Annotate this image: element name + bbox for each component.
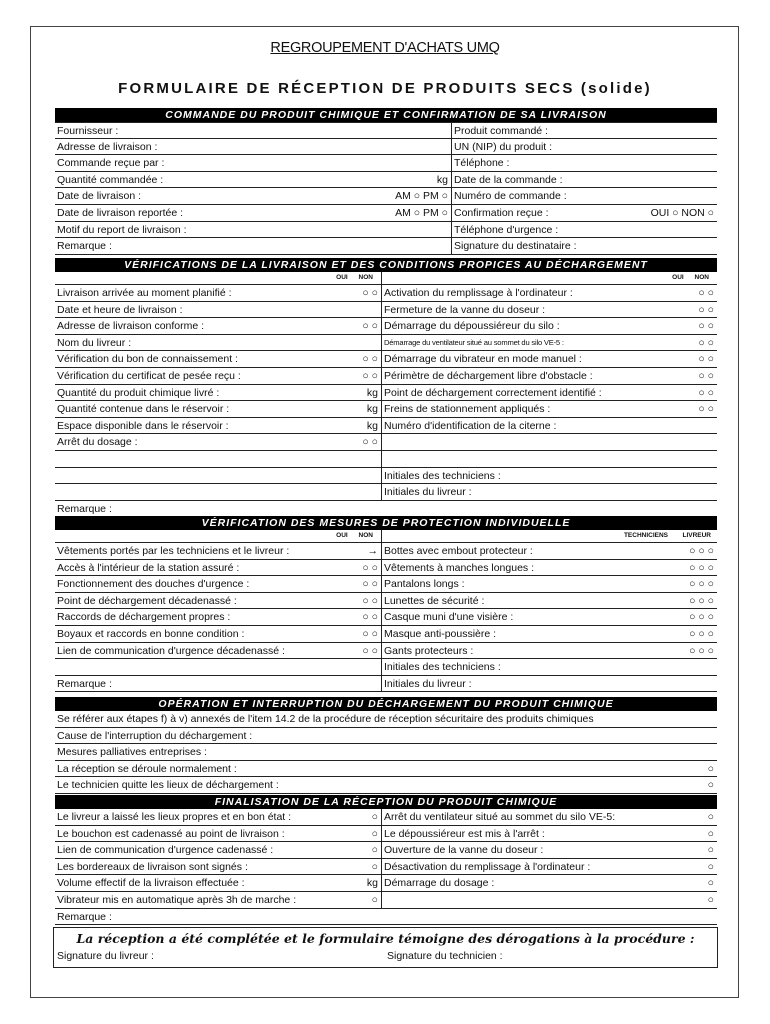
field-option[interactable]: ○ ○ (362, 320, 378, 333)
right-field[interactable] (382, 560, 717, 576)
field-label: Quantité contenue dans le réservoir : (57, 403, 230, 416)
form-row (55, 826, 717, 843)
left-field[interactable] (55, 859, 382, 875)
field-option[interactable] (378, 335, 381, 351)
form-row (55, 892, 717, 909)
form-row (55, 434, 717, 451)
field-option[interactable] (378, 659, 381, 675)
field-option[interactable] (714, 676, 717, 692)
field-label: Motif du report de livraison : (57, 223, 187, 236)
field-label: Périmètre de déchargement libre d'obstacle : (384, 369, 593, 382)
right-field[interactable] (382, 809, 717, 825)
field-option[interactable]: ○ (707, 860, 714, 873)
field-option[interactable]: ○ (371, 844, 378, 857)
field-option[interactable]: ○ ○ (698, 336, 714, 349)
field-label: Démarrage du dosage : (384, 877, 495, 890)
form-row (55, 593, 717, 610)
form-row (55, 285, 717, 302)
field-label: Le livreur a laissé les lieux propres et en bon état : (57, 811, 292, 823)
field-label: Arrêt du dosage : (57, 436, 138, 449)
left-field[interactable] (55, 434, 382, 450)
field-option[interactable]: ○ (371, 893, 378, 906)
left-field[interactable] (55, 401, 382, 417)
field-option[interactable] (714, 659, 717, 675)
field-option[interactable]: ○ (371, 827, 378, 840)
left-field[interactable] (55, 351, 382, 367)
field-option[interactable] (714, 451, 717, 467)
driver-signature-field[interactable]: Signature du livreur : (57, 950, 154, 962)
field-label: Date et heure de livraison : (57, 303, 183, 316)
form-row (55, 576, 717, 593)
field-label: Nom du livreur : (57, 336, 132, 349)
field-option[interactable]: ○ (707, 877, 714, 890)
field-label: Freins de stationnement appliqués : (384, 403, 551, 416)
field-label: Mesures palliatives entreprises : (57, 746, 207, 759)
right-field[interactable] (452, 172, 717, 188)
section-protection (55, 516, 717, 692)
field-label: Le bouchon est cadenassé au point de livraison : (57, 827, 285, 840)
field-label: Date de la commande : (454, 173, 563, 186)
form-row (55, 468, 717, 485)
right-field[interactable] (382, 659, 717, 675)
right-field[interactable] (382, 385, 717, 401)
form-row (55, 122, 717, 139)
field-option[interactable]: ○ ○ ○ (689, 611, 714, 624)
field-label: Cause de l'interruption du déchargement : (57, 729, 253, 742)
field-option[interactable] (714, 468, 717, 484)
right-field[interactable] (382, 418, 717, 434)
right-field[interactable] (452, 238, 717, 254)
form-title: FORMULAIRE DE RÉCEPTION DE PRODUITS SECS (solide) (118, 80, 652, 97)
field-label: Numéro de commande : (454, 190, 567, 203)
field-label: Vérification du bon de connaissement : (57, 353, 238, 366)
field-option[interactable]: OUI ○ NON ○ (650, 206, 714, 219)
field-option[interactable]: ○ ○ (362, 644, 378, 657)
field-label: Raccords de déchargement propres : (57, 611, 231, 624)
right-field[interactable] (382, 451, 717, 467)
field-label: Quantité du produit chimique livré : (57, 386, 220, 399)
left-field[interactable] (55, 826, 382, 842)
form-row (55, 222, 717, 239)
form-row (55, 659, 717, 676)
field-option[interactable]: ○ (371, 811, 378, 823)
field-label: Adresse de livraison : (57, 140, 158, 153)
field-label: Vibrateur mis en automatique après 3h de marche : (57, 893, 297, 906)
form-row (55, 155, 717, 172)
field-option[interactable]: ○ (707, 893, 714, 906)
form-row[interactable] (55, 761, 717, 778)
closing-statement: La réception a été complétée et le formulaire témoigne des dérogations à la procédure : (76, 931, 695, 946)
full-field (55, 777, 717, 793)
field-label: UN (NIP) du produit : (454, 140, 553, 153)
field-label: Commande reçue par : (57, 157, 165, 170)
field-label (384, 892, 708, 908)
field-option[interactable]: → (367, 545, 378, 557)
field-option[interactable]: ○ ○ (362, 578, 378, 591)
field-option[interactable] (714, 711, 717, 727)
field-label (57, 468, 378, 484)
field-label: Fermeture de la vanne du doseur : (384, 303, 546, 316)
right-field[interactable] (382, 892, 717, 908)
field-option[interactable]: ○ ○ (698, 303, 714, 316)
field-label: Téléphone : (454, 157, 510, 170)
field-label: La réception se déroule normalement : (57, 762, 237, 775)
field-option[interactable]: AM ○ PM ○ (395, 206, 448, 219)
field-label: Les bordereaux de livraison sont signés : (57, 860, 248, 873)
field-option[interactable] (378, 468, 381, 484)
field-label (384, 451, 714, 467)
field-option[interactable]: ○ ○ (698, 403, 714, 416)
field-option[interactable]: kg (436, 173, 448, 186)
section-delivery-checks (55, 258, 717, 517)
field-label: Fonctionnement des douches d'urgence : (57, 578, 250, 591)
full-field (55, 728, 717, 744)
field-option[interactable]: ○ ○ (698, 386, 714, 399)
field-label: Espace disponible dans le réservoir : (57, 419, 229, 432)
column-header: OUI NON OUI NON (55, 272, 717, 285)
field-label: Pantalons longs : (384, 578, 465, 591)
field-label (57, 659, 378, 675)
form-row (55, 859, 717, 876)
field-option[interactable] (714, 728, 717, 744)
right-field[interactable] (382, 368, 717, 384)
field-label: Volume effectif de la livraison effectuée : (57, 877, 245, 890)
form-row (55, 626, 717, 643)
right-field[interactable] (382, 626, 717, 642)
field-option[interactable]: ○ ○ ○ (689, 594, 714, 607)
form-row (55, 875, 717, 892)
right-field[interactable] (382, 468, 717, 484)
form-row (55, 643, 717, 660)
field-label: Téléphone d'urgence : (454, 223, 559, 236)
field-label: Produit commandé : (454, 125, 548, 137)
left-field[interactable] (55, 335, 382, 351)
form-row (55, 560, 717, 577)
form-row (55, 318, 717, 335)
left-field[interactable] (55, 155, 452, 171)
field-label: Initiales du livreur : (384, 677, 472, 690)
field-option[interactable]: ○ ○ (698, 369, 714, 382)
right-field[interactable] (382, 318, 717, 334)
field-option[interactable]: ○ ○ ○ (689, 578, 714, 591)
section-operation (55, 697, 717, 794)
field-option[interactable] (714, 744, 717, 760)
field-label: Démarrage du ventilateur situé au sommet du silo VE-5 : (384, 337, 564, 347)
right-field[interactable] (382, 576, 717, 592)
form-row (55, 401, 717, 418)
form-row[interactable] (55, 744, 717, 761)
right-field[interactable] (452, 188, 717, 204)
left-field[interactable] (55, 238, 452, 254)
field-label (384, 434, 714, 450)
field-label: Initiales du livreur : (384, 486, 472, 499)
field-label: Gants protecteurs : (384, 644, 474, 657)
field-label: Lien de communication d'urgence décadenassé : (57, 644, 285, 657)
section-heading: OPÉRATION ET INTERRUPTION DU DÉCHARGEMENT DU PRODUIT CHIMIQUE (55, 697, 717, 711)
column-header: OUI NON TECHNICIENS LIVREUR (55, 530, 717, 543)
form-row[interactable] (55, 777, 717, 794)
field-label: Date de livraison reportée : (57, 206, 184, 219)
form-row (55, 418, 717, 435)
left-field[interactable] (55, 842, 382, 858)
form-row (55, 809, 717, 826)
field-label: Remarque : (57, 677, 112, 690)
field-label: Démarrage du dépoussiéreur du silo : (384, 320, 560, 333)
field-option[interactable] (714, 434, 717, 450)
right-field[interactable] (382, 609, 717, 625)
section-order (55, 108, 717, 255)
field-option[interactable]: ○ ○ ○ (689, 644, 714, 657)
field-option[interactable]: ○ (707, 827, 714, 840)
field-option[interactable]: ○ ○ (362, 436, 378, 449)
right-field[interactable] (382, 543, 717, 559)
field-label: Vêtements à manches longues : (384, 561, 535, 574)
form-row[interactable] (55, 711, 717, 728)
left-field[interactable] (55, 543, 382, 559)
field-label: Numéro d'identification de la citerne : (384, 419, 557, 432)
form-row (55, 351, 717, 368)
field-option[interactable] (378, 302, 381, 318)
right-field[interactable] (452, 139, 717, 155)
field-option[interactable] (714, 484, 717, 500)
field-option[interactable]: ○ ○ ○ (689, 561, 714, 574)
form-row (55, 484, 717, 501)
field-label (57, 484, 378, 500)
left-field[interactable] (55, 172, 452, 188)
field-option[interactable]: ○ ○ (698, 353, 714, 366)
right-field[interactable] (452, 205, 717, 221)
form-row (55, 609, 717, 626)
form-row (55, 676, 717, 693)
field-option[interactable]: kg (366, 403, 378, 416)
left-field[interactable] (55, 368, 382, 384)
remark-row[interactable]: Remarque : (55, 501, 717, 518)
form-row[interactable] (55, 728, 717, 745)
field-label: Le technicien quitte les lieux de déchargement : (57, 779, 279, 792)
left-field[interactable] (55, 809, 382, 825)
field-label: Initiales des techniciens : (384, 661, 501, 674)
form-row (55, 172, 717, 189)
full-field (55, 711, 717, 727)
section-heading: FINALISATION DE LA RÉCEPTION DU PRODUIT CHIMIQUE (55, 795, 717, 809)
field-label: Point de déchargement correctement identifié : (384, 386, 602, 399)
right-field[interactable] (382, 351, 717, 367)
section-finalisation (55, 795, 717, 925)
field-label: Lunettes de sécurité : (384, 594, 485, 607)
left-field[interactable] (55, 418, 382, 434)
left-field[interactable] (55, 560, 382, 576)
field-label: Lien de communication d'urgence cadenassé : (57, 844, 274, 857)
right-field[interactable] (382, 434, 717, 450)
left-field[interactable] (55, 451, 382, 467)
field-option[interactable]: ○ ○ (698, 320, 714, 333)
right-field[interactable] (452, 123, 717, 138)
field-option[interactable]: ○ ○ ○ (689, 627, 714, 640)
technician-signature-field[interactable]: Signature du technicien : (387, 950, 503, 962)
field-label: Démarrage du vibrateur en mode manuel : (384, 353, 582, 366)
field-option[interactable]: ○ ○ ○ (689, 545, 714, 557)
form-row (55, 238, 717, 255)
left-field[interactable] (55, 123, 452, 138)
left-field[interactable] (55, 659, 382, 675)
field-label: Se référer aux étapes f) à v) annexés de l'item 14.2 de la procédure de réception sécuritaire des produits chimiques (57, 713, 594, 725)
left-field[interactable] (55, 385, 382, 401)
right-field[interactable] (382, 401, 717, 417)
field-option[interactable]: ○ ○ (362, 561, 378, 574)
field-option[interactable]: ○ ○ (362, 611, 378, 624)
field-option[interactable] (714, 418, 717, 434)
right-field[interactable] (382, 676, 717, 692)
right-field[interactable] (452, 222, 717, 238)
left-field[interactable] (55, 302, 382, 318)
field-label: Le dépoussiéreur est mis à l'arrêt : (384, 827, 545, 840)
left-field[interactable] (55, 892, 382, 908)
section-heading: VÉRIFICATION DES MESURES DE PROTECTION INDIVIDUELLE (55, 516, 717, 530)
field-option[interactable]: AM ○ PM ○ (395, 190, 448, 203)
field-option[interactable]: ○ ○ (698, 287, 714, 299)
field-label: Activation du remplissage à l'ordinateur : (384, 287, 573, 299)
left-field[interactable] (55, 318, 382, 334)
form-row (55, 139, 717, 156)
field-option[interactable]: kg (366, 419, 378, 432)
field-label: Accès à l'intérieur de la station assuré : (57, 561, 240, 574)
section-heading: COMMANDE DU PRODUIT CHIMIQUE ET CONFIRMATION DE SA LIVRAISON (55, 108, 717, 122)
field-label: Vérification du certificat de pesée reçu : (57, 369, 241, 382)
left-field[interactable] (55, 576, 382, 592)
right-field[interactable] (382, 643, 717, 659)
left-field[interactable] (55, 875, 382, 891)
field-label: Boyaux et raccords en bonne condition : (57, 627, 245, 640)
right-field[interactable] (382, 842, 717, 858)
field-label: Quantité commandée : (57, 173, 164, 186)
field-option[interactable]: ○ (707, 844, 714, 857)
field-label: Ouverture de la vanne du doseur : (384, 844, 544, 857)
form-row (55, 188, 717, 205)
left-field[interactable] (55, 609, 382, 625)
field-label: Vêtements portés par les techniciens et le livreur : (57, 545, 290, 557)
right-field[interactable] (382, 484, 717, 500)
full-field (55, 744, 717, 760)
left-field[interactable] (55, 626, 382, 642)
remark-row[interactable]: Remarque : (55, 909, 717, 926)
field-option[interactable]: ○ (707, 811, 714, 823)
field-label: Confirmation reçue : (454, 206, 549, 219)
field-option[interactable]: ○ ○ (362, 369, 378, 382)
organization-title: REGROUPEMENT D'ACHATS UMQ (270, 40, 500, 56)
form-row (55, 451, 717, 468)
field-label: Masque anti-poussière : (384, 627, 497, 640)
left-field[interactable] (55, 484, 382, 500)
field-option[interactable] (378, 676, 381, 692)
field-label: Adresse de livraison conforme : (57, 320, 205, 333)
field-option[interactable]: ○ (707, 762, 714, 775)
form-row (55, 543, 717, 560)
left-field[interactable] (55, 676, 382, 692)
field-option[interactable]: ○ ○ (362, 627, 378, 640)
field-label: Initiales des techniciens : (384, 469, 501, 482)
left-field[interactable] (55, 188, 452, 204)
form-row (55, 205, 717, 222)
form-row (55, 385, 717, 402)
field-option[interactable] (378, 484, 381, 500)
form-row (55, 842, 717, 859)
field-label: Arrêt du ventilateur situé au sommet du silo VE-5: (384, 811, 616, 823)
field-option[interactable]: ○ ○ (362, 353, 378, 366)
field-option[interactable]: kg (366, 386, 378, 399)
field-label: Livraison arrivée au moment planifié : (57, 287, 232, 299)
closing-statement-box (53, 927, 718, 968)
right-field[interactable] (382, 302, 717, 318)
field-option[interactable]: ○ (371, 860, 378, 873)
field-label: Date de livraison : (57, 190, 142, 203)
field-option[interactable] (378, 451, 381, 467)
right-field[interactable] (382, 875, 717, 891)
right-field[interactable] (382, 826, 717, 842)
right-field[interactable] (382, 593, 717, 609)
form-row (55, 302, 717, 319)
field-label: Point de déchargement décadenassé : (57, 594, 237, 607)
right-field[interactable] (382, 859, 717, 875)
form-row (55, 335, 717, 352)
left-field[interactable] (55, 593, 382, 609)
section-heading: VÉRIFICATIONS DE LA LIVRAISON ET DES CONDITIONS PROPICES AU DÉCHARGEMENT (55, 258, 717, 272)
left-field[interactable] (55, 205, 452, 221)
left-field[interactable] (55, 643, 382, 659)
right-field[interactable] (452, 155, 717, 171)
field-option[interactable]: ○ ○ (362, 594, 378, 607)
left-field[interactable] (55, 285, 382, 301)
field-option[interactable]: kg (366, 877, 378, 890)
left-field[interactable] (55, 468, 382, 484)
full-field (55, 761, 717, 777)
field-label: Bottes avec embout protecteur : (384, 545, 533, 557)
left-field[interactable] (55, 139, 452, 155)
left-field[interactable] (55, 222, 452, 238)
form-row (55, 368, 717, 385)
right-field[interactable] (382, 335, 717, 351)
field-label: Casque muni d'une visière : (384, 611, 514, 624)
field-label: Désactivation du remplissage à l'ordinateur : (384, 860, 591, 873)
field-label: Fournisseur : (57, 125, 119, 137)
right-field[interactable] (382, 285, 717, 301)
field-label: Signature du destinataire : (454, 240, 577, 253)
field-label (57, 451, 378, 467)
field-option[interactable]: ○ (707, 779, 714, 792)
field-label: Remarque : (57, 240, 112, 253)
field-option[interactable]: ○ ○ (362, 287, 378, 299)
